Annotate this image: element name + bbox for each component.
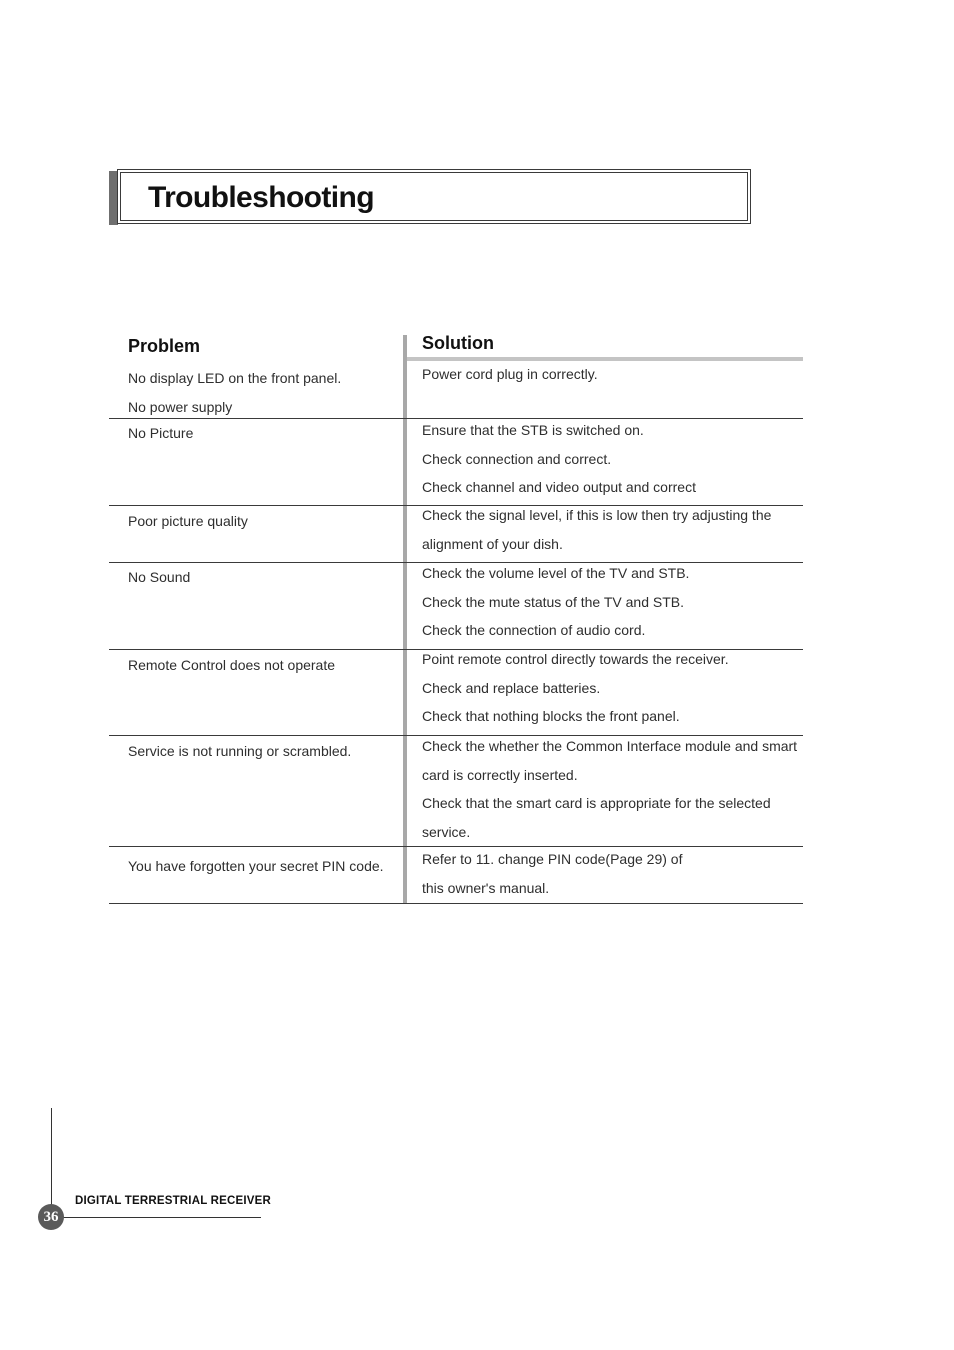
solution-text: Check the whether the Common Interface module and smart — [422, 738, 798, 754]
footer-vertical-rule — [51, 1108, 52, 1213]
solution-text: service. — [422, 824, 471, 841]
problem-text: No Picture — [128, 425, 194, 441]
title-box — [120, 172, 748, 221]
problem-cell — [128, 563, 398, 592]
problem-text: No Sound — [128, 569, 191, 585]
problem-cell — [128, 651, 398, 680]
table-row — [109, 419, 803, 506]
solution-text: Ensure that the STB is switched on. — [422, 422, 644, 438]
page-title: Troubleshooting — [148, 181, 374, 214]
table-row — [109, 563, 803, 650]
problem-text: Remote Control does not operate — [128, 657, 336, 673]
table-body — [109, 361, 803, 904]
problem-text: You have forgotten your secret PIN code. — [128, 858, 384, 874]
title-accent-bar — [109, 171, 118, 225]
solution-text: Check the connection of audio cord. — [422, 622, 646, 639]
solution-cell — [422, 645, 803, 731]
solution-text: this owner's manual. — [422, 879, 550, 896]
table-row — [109, 361, 803, 419]
table-row — [109, 847, 803, 904]
solution-text: Check channel and video output and correct — [422, 479, 696, 496]
solution-text: Refer to 11. change PIN code(Page 29) of — [422, 851, 683, 867]
problem-cell — [128, 364, 398, 421]
footer-horizontal-rule — [63, 1217, 261, 1218]
problem-text: No power supply — [128, 398, 233, 415]
problem-cell — [128, 852, 398, 881]
solution-text: Check connection and correct. — [422, 450, 612, 467]
solution-cell — [422, 501, 803, 558]
solution-text: Check the volume level of the TV and STB. — [422, 565, 690, 581]
solution-cell — [422, 732, 803, 847]
table-row — [109, 736, 803, 847]
page-number: 36 — [38, 1204, 64, 1230]
solution-text: Check that nothing blocks the front panel. — [422, 708, 680, 725]
solution-cell — [422, 360, 803, 389]
problem-text: No display LED on the front panel. — [128, 370, 342, 386]
solution-cell — [422, 416, 803, 502]
solution-text: Check the mute status of the TV and STB. — [422, 593, 684, 610]
problem-header: Problem — [128, 336, 201, 356]
solution-cell — [422, 559, 803, 645]
table-row — [109, 506, 803, 563]
solution-text: Check and replace batteries. — [422, 679, 601, 696]
solution-cell — [422, 845, 803, 902]
problem-text: Service is not running or scrambled. — [128, 743, 352, 759]
solution-text: Point remote control directly towards the receiver. — [422, 651, 729, 667]
solution-text: Power cord plug in correctly. — [422, 366, 598, 382]
table-row — [109, 650, 803, 736]
solution-text: alignment of your dish. — [422, 535, 563, 552]
problem-cell — [128, 737, 398, 766]
problem-text: Poor picture quality — [128, 513, 248, 529]
problem-cell — [128, 507, 398, 536]
solution-text: Check that the smart card is appropriate for the selected — [422, 795, 771, 812]
problem-cell — [128, 419, 398, 448]
solution-header: Solution — [422, 333, 494, 353]
solution-text: Check the signal level, if this is low then try adjusting the — [422, 507, 772, 523]
footer-label: DIGITAL TERRESTRIAL RECEIVER — [75, 1195, 272, 1207]
solution-text: card is correctly inserted. — [422, 766, 578, 783]
